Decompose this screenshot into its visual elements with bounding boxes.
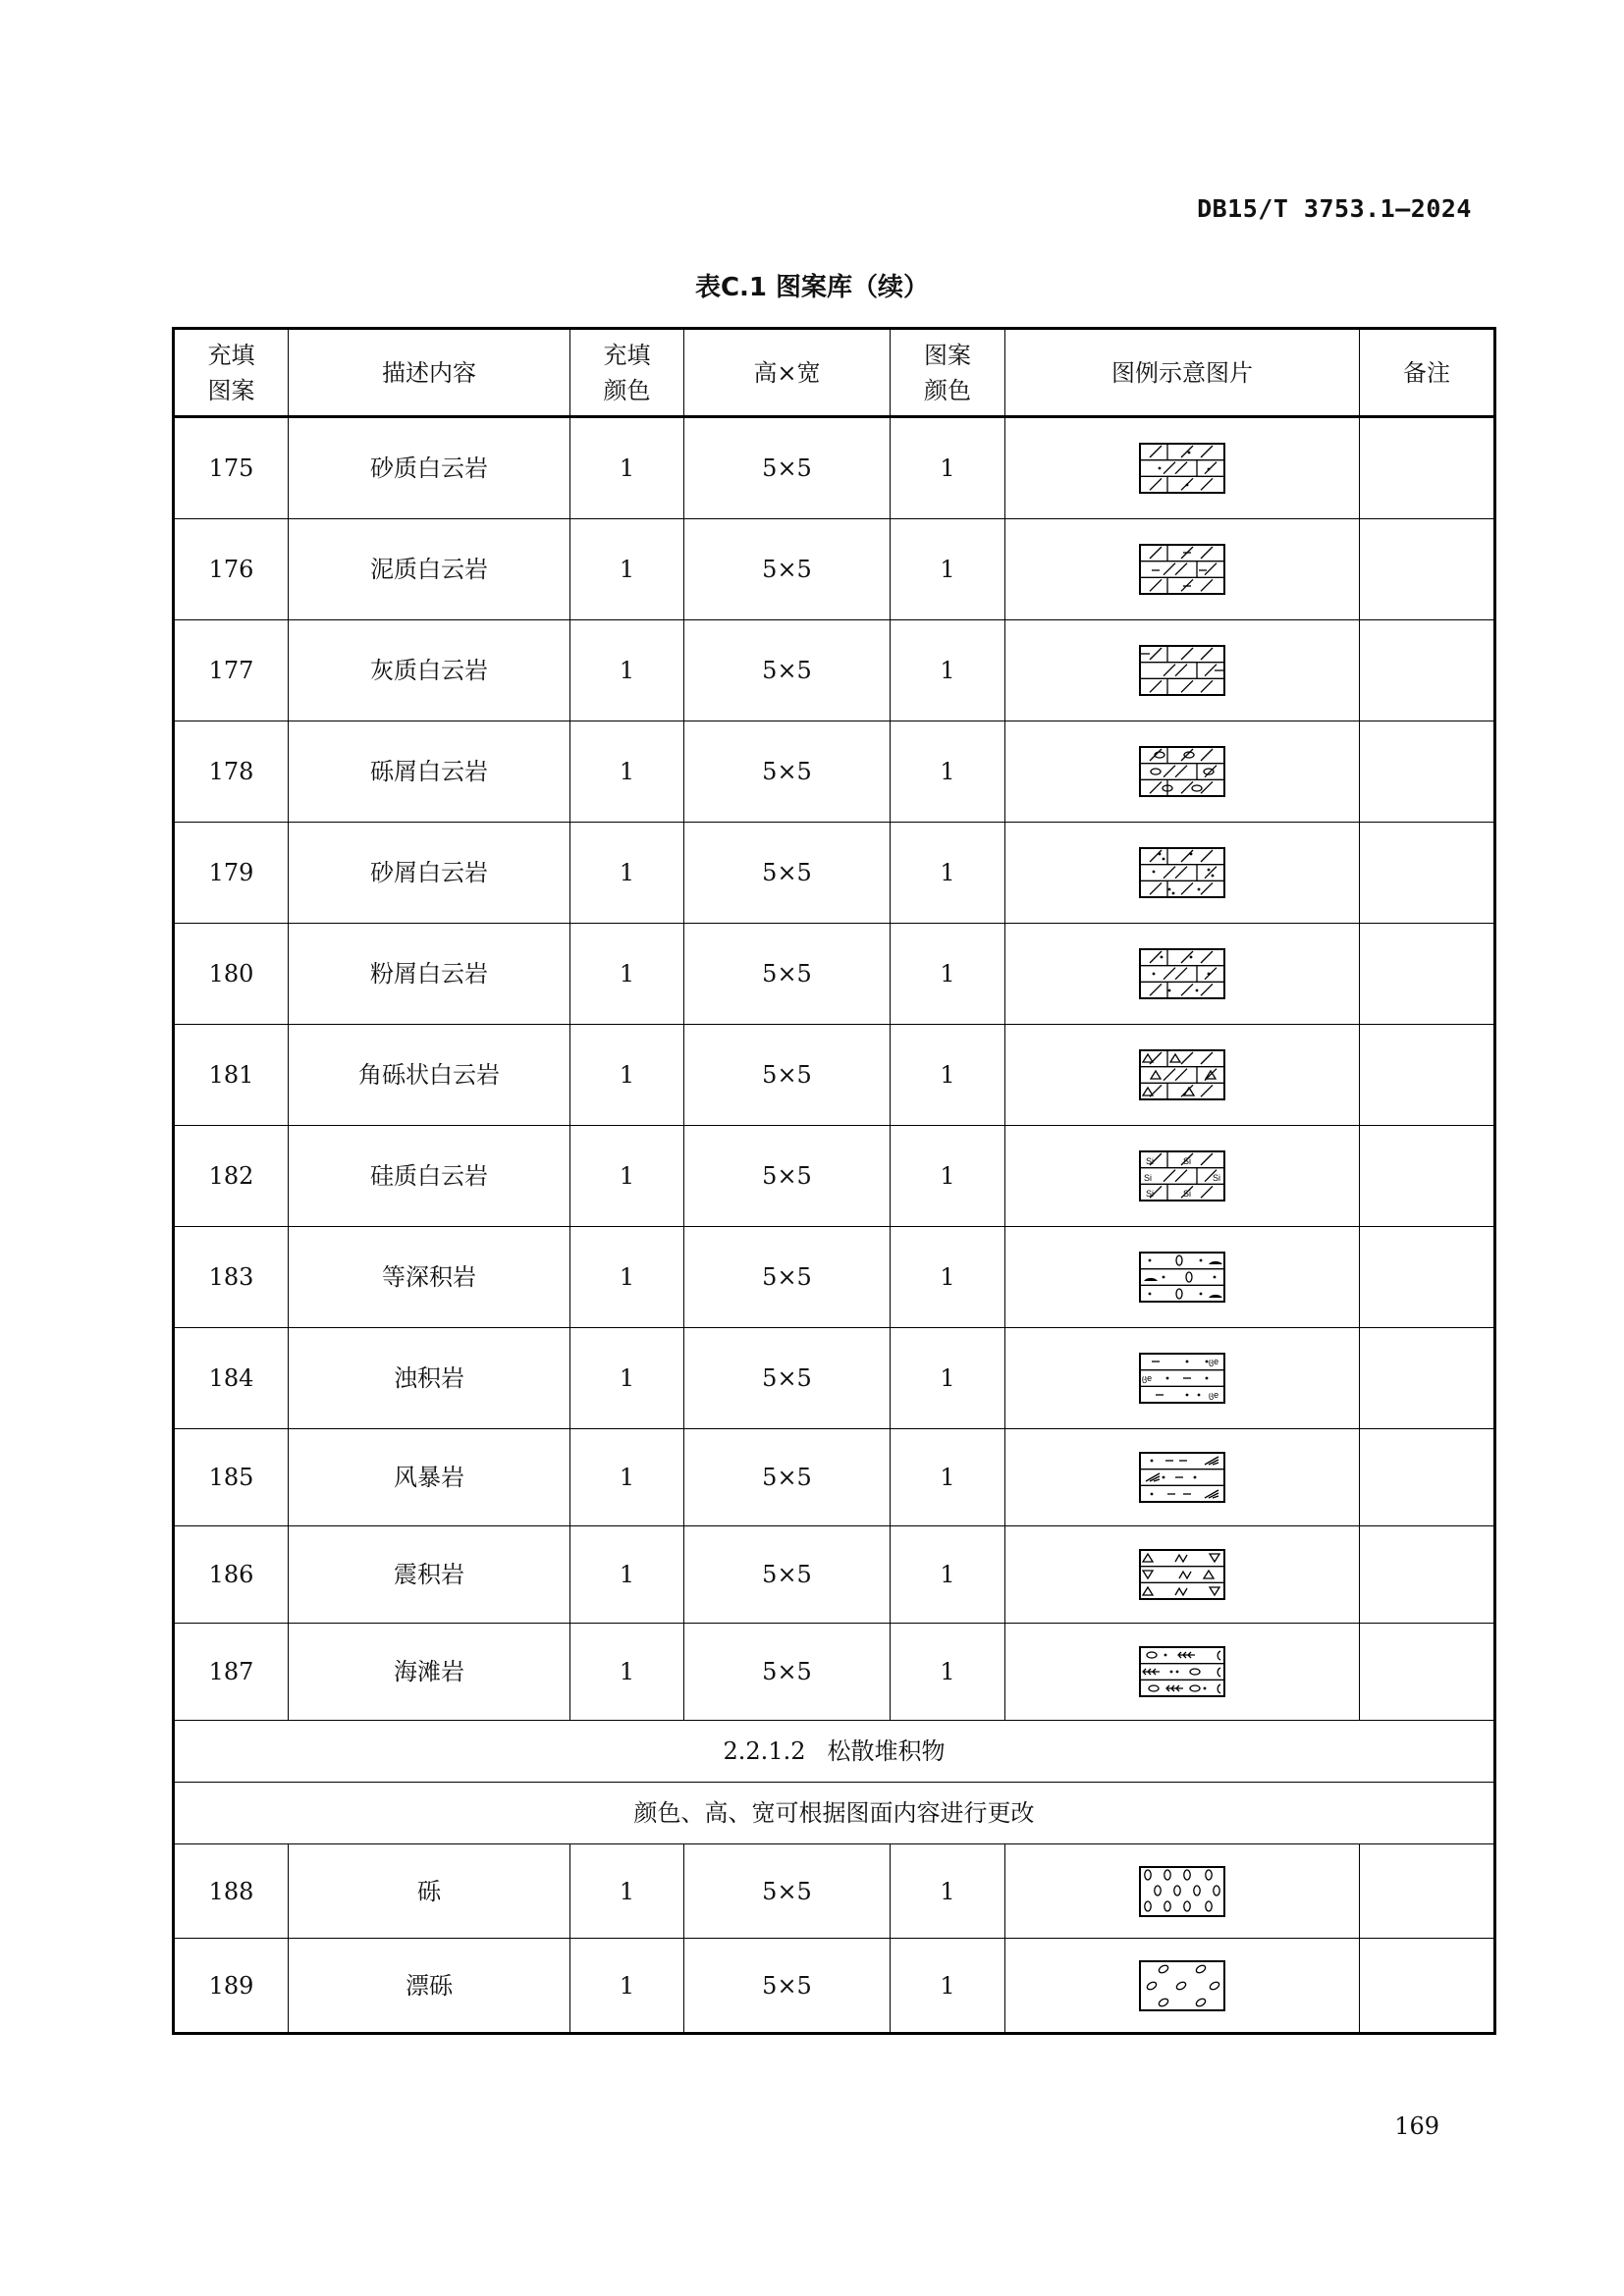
- table-row: [174, 1025, 1495, 1126]
- table-row: [174, 620, 1495, 721]
- header-height-width: 高×宽: [684, 329, 891, 417]
- cell-remarks: [1360, 721, 1495, 823]
- section-heading: [174, 1721, 1495, 1783]
- pattern-library-table: [172, 327, 1496, 2035]
- cell-pattern-id: 176: [174, 519, 289, 620]
- gravel-clast-dolomite-icon: [1139, 757, 1225, 784]
- table-row: [174, 721, 1495, 823]
- cell-pattern-id: 178: [174, 721, 289, 823]
- cell-pattern-id: 181: [174, 1025, 289, 1126]
- cell-legend-image: [1005, 1227, 1360, 1328]
- table-header-row: [174, 329, 1495, 417]
- svg-text:Si: Si: [1183, 1156, 1192, 1166]
- cell-legend-image: [1005, 417, 1360, 519]
- cell-legend-image: [1005, 1939, 1360, 2034]
- cell-pattern-id: 189: [174, 1939, 289, 2034]
- table-row: [174, 1526, 1495, 1624]
- cell-remarks: [1360, 1526, 1495, 1624]
- cell-size: 5×5: [684, 1328, 891, 1429]
- cell-size: 5×5: [684, 1025, 891, 1126]
- cell-fill-color: 1: [570, 1526, 684, 1624]
- cell-size: 5×5: [684, 1939, 891, 2034]
- cell-fill-color: 1: [570, 1844, 684, 1939]
- section-heading-row: [174, 1721, 1495, 1783]
- cell-description: 砂屑白云岩: [289, 823, 570, 924]
- cell-description: 风暴岩: [289, 1429, 570, 1526]
- table-row: [174, 924, 1495, 1025]
- cell-fill-color: 1: [570, 1939, 684, 2034]
- cell-description: 粉屑白云岩: [289, 924, 570, 1025]
- sand-clast-dolomite-icon: [1139, 858, 1225, 885]
- cell-fill-color: 1: [570, 1227, 684, 1328]
- header-remarks: 备注: [1360, 329, 1495, 417]
- cell-fill-color: 1: [570, 924, 684, 1025]
- section-number: 2.2.1.2: [723, 1737, 806, 1765]
- cell-legend-image: [1005, 1025, 1360, 1126]
- argillaceous-dolomite-icon: [1139, 555, 1225, 582]
- cell-remarks: [1360, 823, 1495, 924]
- table-row: [174, 1844, 1495, 1939]
- cell-pattern-id: 182: [174, 1126, 289, 1227]
- cell-fill-color: 1: [570, 417, 684, 519]
- beachrock-icon: [1139, 1657, 1225, 1684]
- cell-pattern-color: 1: [891, 1624, 1005, 1721]
- cell-fill-color: 1: [570, 1328, 684, 1429]
- siliceous-dolomite-icon: [1139, 1156, 1225, 1199]
- cell-pattern-color: 1: [891, 1939, 1005, 2034]
- cell-pattern-id: 179: [174, 823, 289, 924]
- section-note: 颜色、高、宽可根据图面内容进行更改: [174, 1783, 1495, 1844]
- cell-description: 等深积岩: [289, 1227, 570, 1328]
- cell-legend-image: [1005, 721, 1360, 823]
- cell-remarks: [1360, 417, 1495, 519]
- table-row: [174, 1126, 1495, 1227]
- document-code: DB15/T 3753.1—2024: [1197, 194, 1472, 223]
- cell-pattern-color: 1: [891, 924, 1005, 1025]
- svg-text:Si: Si: [1213, 1173, 1221, 1183]
- cell-size: 5×5: [684, 1227, 891, 1328]
- cell-pattern-color: 1: [891, 1126, 1005, 1227]
- table-title: 表C.1 图案库（续）: [694, 273, 930, 302]
- cell-pattern-color: 1: [891, 620, 1005, 721]
- cell-size: 5×5: [684, 519, 891, 620]
- cell-pattern-id: 185: [174, 1429, 289, 1526]
- turbidite-icon: [1139, 1357, 1225, 1400]
- cell-pattern-color: 1: [891, 519, 1005, 620]
- cell-remarks: [1360, 1227, 1495, 1328]
- table-row: [174, 1939, 1495, 2034]
- cell-remarks: [1360, 924, 1495, 1025]
- cell-size: 5×5: [684, 620, 891, 721]
- cell-remarks: [1360, 519, 1495, 620]
- cell-pattern-id: 184: [174, 1328, 289, 1429]
- brecciated-dolomite-icon: [1139, 1060, 1225, 1088]
- svg-text:Si: Si: [1146, 1189, 1155, 1199]
- page-number: 169: [1394, 2112, 1439, 2140]
- svg-text:Si: Si: [1183, 1189, 1192, 1199]
- sandy-dolomite-icon: [1139, 454, 1225, 481]
- table-row: [174, 417, 1495, 519]
- cell-remarks: [1360, 1844, 1495, 1939]
- cell-pattern-id: 177: [174, 620, 289, 721]
- cell-remarks: [1360, 1328, 1495, 1429]
- cell-description: 角砾状白云岩: [289, 1025, 570, 1126]
- cell-remarks: [1360, 1624, 1495, 1721]
- cell-pattern-color: 1: [891, 1526, 1005, 1624]
- svg-text:Si: Si: [1146, 1156, 1155, 1166]
- cell-legend-image: [1005, 1526, 1360, 1624]
- cell-fill-color: 1: [570, 721, 684, 823]
- cell-fill-color: 1: [570, 519, 684, 620]
- cell-pattern-id: 186: [174, 1526, 289, 1624]
- cell-remarks: [1360, 1429, 1495, 1526]
- cell-pattern-id: 188: [174, 1844, 289, 1939]
- cell-size: 5×5: [684, 721, 891, 823]
- cell-description: 砂质白云岩: [289, 417, 570, 519]
- cell-remarks: [1360, 1025, 1495, 1126]
- cell-size: 5×5: [684, 924, 891, 1025]
- cell-pattern-color: 1: [891, 1429, 1005, 1526]
- cell-legend-image: [1005, 823, 1360, 924]
- cell-pattern-color: 1: [891, 823, 1005, 924]
- svg-text:ცe: ცe: [1209, 1357, 1219, 1366]
- cell-size: 5×5: [684, 823, 891, 924]
- cell-pattern-id: 175: [174, 417, 289, 519]
- tempestite-icon: [1139, 1463, 1225, 1490]
- cell-fill-color: 1: [570, 823, 684, 924]
- table-row: [174, 823, 1495, 924]
- cell-legend-image: [1005, 1429, 1360, 1526]
- cell-pattern-color: 1: [891, 417, 1005, 519]
- cell-pattern-color: 1: [891, 721, 1005, 823]
- cell-fill-color: 1: [570, 1429, 684, 1526]
- table-row: [174, 1624, 1495, 1721]
- cell-description: 浊积岩: [289, 1328, 570, 1429]
- cell-size: 5×5: [684, 417, 891, 519]
- cell-remarks: [1360, 1126, 1495, 1227]
- table-row: [174, 1227, 1495, 1328]
- svg-text:Si: Si: [1144, 1173, 1153, 1183]
- section-note-row: [174, 1783, 1495, 1844]
- cell-pattern-color: 1: [891, 1227, 1005, 1328]
- cell-pattern-id: 187: [174, 1624, 289, 1721]
- gravel-icon: [1139, 1876, 1225, 1903]
- cell-pattern-color: 1: [891, 1844, 1005, 1939]
- cell-description: 灰质白云岩: [289, 620, 570, 721]
- cell-fill-color: 1: [570, 1624, 684, 1721]
- cell-pattern-id: 180: [174, 924, 289, 1025]
- cell-legend-image: [1005, 924, 1360, 1025]
- cell-remarks: [1360, 620, 1495, 721]
- cell-legend-image: [1005, 1328, 1360, 1429]
- cell-legend-image: [1005, 1126, 1360, 1227]
- cell-pattern-id: 183: [174, 1227, 289, 1328]
- cell-size: 5×5: [684, 1429, 891, 1526]
- cell-description: 海滩岩: [289, 1624, 570, 1721]
- header-description: 描述内容: [289, 329, 570, 417]
- header-fill-pattern: 充填 图案: [174, 329, 289, 417]
- cell-remarks: [1360, 1939, 1495, 2034]
- section-title: 松散堆积物: [827, 1737, 946, 1765]
- svg-text:ცe: ცe: [1209, 1390, 1219, 1400]
- silt-clast-dolomite-icon: [1139, 959, 1225, 987]
- cell-legend-image: [1005, 1624, 1360, 1721]
- cell-size: 5×5: [684, 1844, 891, 1939]
- cell-fill-color: 1: [570, 1126, 684, 1227]
- cell-pattern-color: 1: [891, 1025, 1005, 1126]
- cell-description: 硅质白云岩: [289, 1126, 570, 1227]
- table-row: [174, 1328, 1495, 1429]
- svg-text:ცe: ცe: [1142, 1373, 1153, 1383]
- cell-legend-image: [1005, 620, 1360, 721]
- seismite-icon: [1139, 1560, 1225, 1587]
- contourite-icon: [1139, 1262, 1225, 1290]
- calcareous-dolomite-icon: [1139, 656, 1225, 683]
- cell-legend-image: [1005, 519, 1360, 620]
- cell-size: 5×5: [684, 1624, 891, 1721]
- cell-size: 5×5: [684, 1126, 891, 1227]
- cell-fill-color: 1: [570, 1025, 684, 1126]
- table-row: [174, 519, 1495, 620]
- cell-description: 砾屑白云岩: [289, 721, 570, 823]
- cell-fill-color: 1: [570, 620, 684, 721]
- boulder-icon: [1139, 1970, 1225, 1998]
- cell-legend-image: [1005, 1844, 1360, 1939]
- header-legend-image: 图例示意图片: [1005, 329, 1360, 417]
- header-fill-color: 充填 颜色: [570, 329, 684, 417]
- table-row: [174, 1429, 1495, 1526]
- cell-size: 5×5: [684, 1526, 891, 1624]
- cell-description: 泥质白云岩: [289, 519, 570, 620]
- cell-description: 震积岩: [289, 1526, 570, 1624]
- header-pattern-color: 图案 颜色: [891, 329, 1005, 417]
- cell-pattern-color: 1: [891, 1328, 1005, 1429]
- cell-description: 砾: [289, 1844, 570, 1939]
- cell-description: 漂砾: [289, 1939, 570, 2034]
